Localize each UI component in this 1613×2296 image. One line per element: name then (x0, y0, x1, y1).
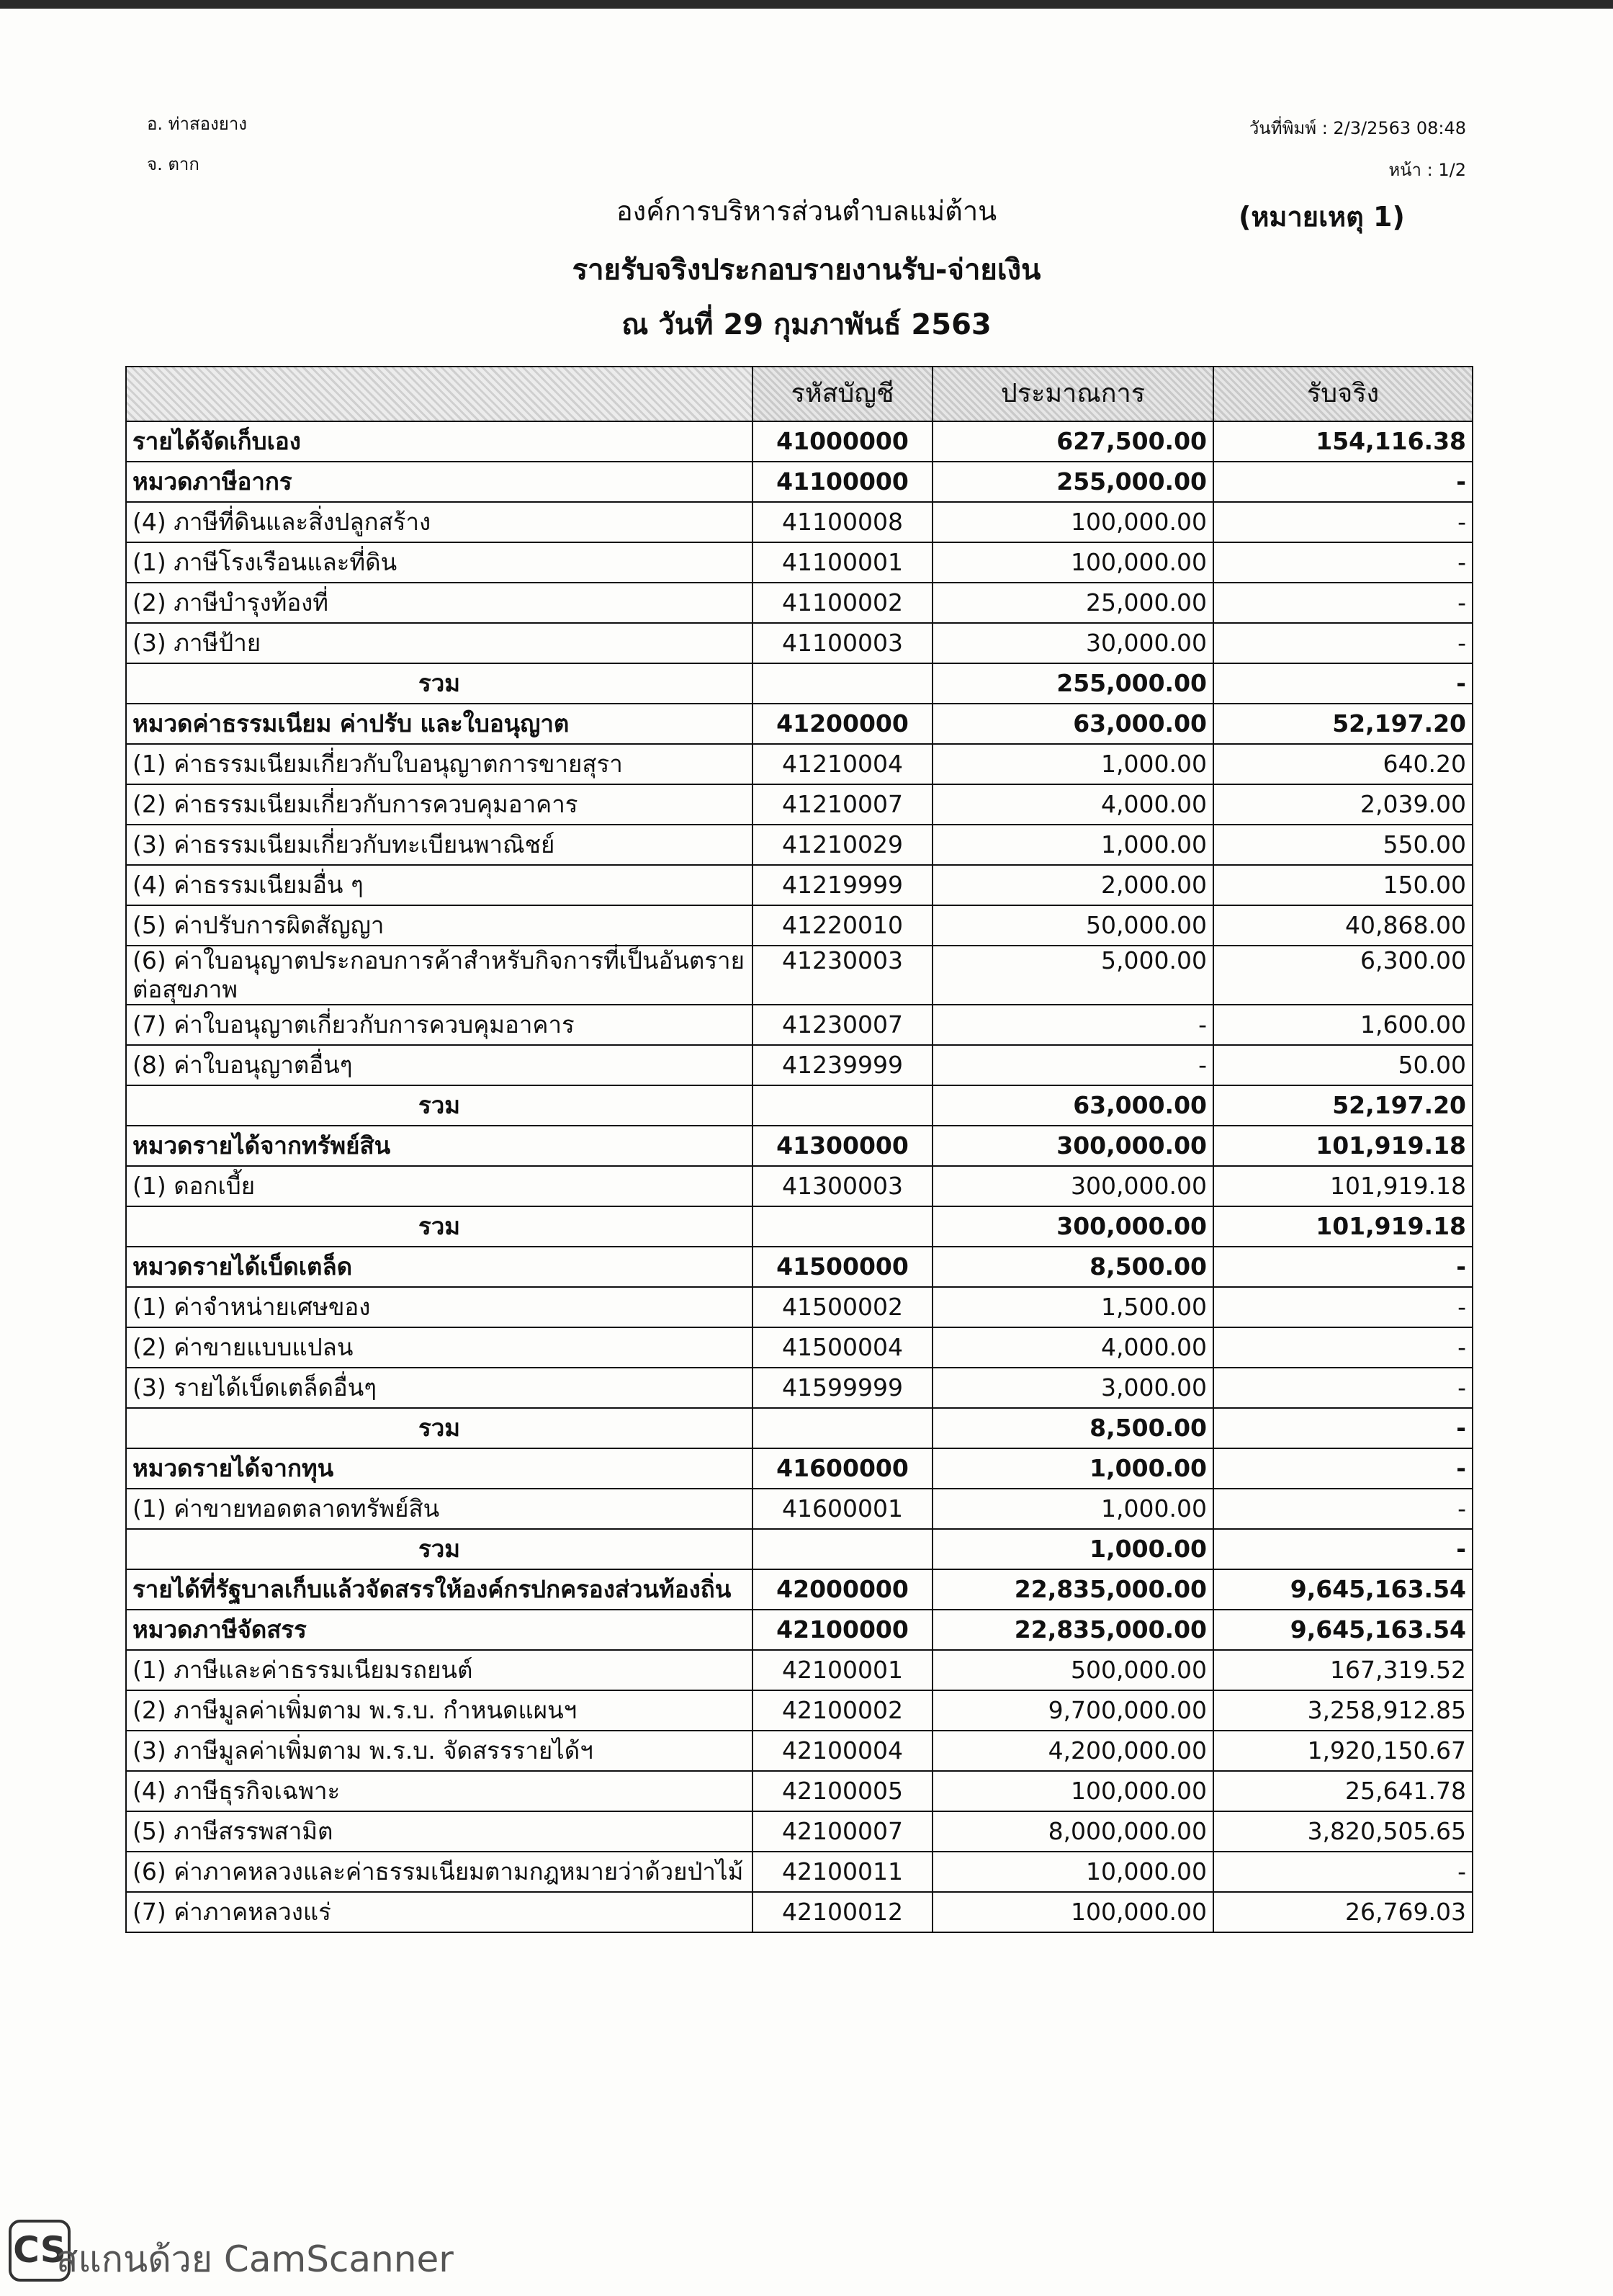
estimate-amount: 63,000.00 (933, 1085, 1213, 1126)
account-code: 41300003 (752, 1166, 933, 1206)
header-account-code: รหัสบัญชี (752, 367, 933, 421)
actual-amount: - (1213, 1529, 1473, 1569)
row-label: หมวดภาษีอากร (126, 462, 752, 502)
account-code: 41600001 (752, 1489, 933, 1529)
account-code: 42100007 (752, 1811, 933, 1852)
estimate-amount: 1,000.00 (933, 1448, 1213, 1489)
row-label: รายได้จัดเก็บเอง (126, 421, 752, 462)
table-row (126, 1690, 1473, 1731)
account-code: 42100001 (752, 1650, 933, 1690)
row-label: (3) ภาษีมูลค่าเพิ่มตาม พ.ร.บ. จัดสรรรายได้ฯ (126, 1731, 752, 1771)
table-row (126, 825, 1473, 865)
account-code: 41000000 (752, 421, 933, 462)
table-row (126, 1892, 1473, 1932)
estimate-amount: 8,500.00 (933, 1247, 1213, 1287)
actual-amount: - (1213, 1287, 1473, 1327)
estimate-amount: - (933, 1045, 1213, 1085)
row-label: รวม (126, 1206, 752, 1247)
table-row (126, 1731, 1473, 1771)
row-label: หมวดรายได้เบ็ดเตล็ด (126, 1247, 752, 1287)
actual-amount: 101,919.18 (1213, 1126, 1473, 1166)
estimate-amount: 255,000.00 (933, 663, 1213, 704)
account-code: 41100000 (752, 462, 933, 502)
actual-amount: 50.00 (1213, 1045, 1473, 1085)
account-code: 41230007 (752, 1005, 933, 1045)
actual-amount: 1,920,150.67 (1213, 1731, 1473, 1771)
account-code (752, 1085, 933, 1126)
row-label: (3) ภาษีป้าย (126, 623, 752, 663)
estimate-amount: 1,500.00 (933, 1287, 1213, 1327)
print-date: วันที่พิมพ์ : 2/3/2563 08:48 (1249, 118, 1466, 138)
row-label: หมวดรายได้จากทุน (126, 1448, 752, 1489)
province-label: จ. ตาก (147, 154, 199, 174)
estimate-amount: 1,000.00 (933, 744, 1213, 784)
estimate-amount: 2,000.00 (933, 865, 1213, 905)
row-label: รวม (126, 1408, 752, 1448)
table-row (126, 1327, 1473, 1368)
account-code: 41500002 (752, 1287, 933, 1327)
actual-amount: - (1213, 1852, 1473, 1892)
actual-amount: - (1213, 623, 1473, 663)
row-label: (1) ค่าขายทอดตลาดทรัพย์สิน (126, 1489, 752, 1529)
account-code: 41100003 (752, 623, 933, 663)
actual-amount: - (1213, 462, 1473, 502)
table-row (126, 1287, 1473, 1327)
estimate-amount: 1,000.00 (933, 1489, 1213, 1529)
actual-amount: - (1213, 663, 1473, 704)
account-code: 41500000 (752, 1247, 933, 1287)
row-label: รายได้ที่รัฐบาลเก็บแล้วจัดสรรให้องค์กรปกครองส่วนท้องถิ่น (126, 1569, 752, 1610)
table-row (126, 583, 1473, 623)
estimate-amount: 8,500.00 (933, 1408, 1213, 1448)
category-row (126, 1126, 1473, 1166)
row-label: รวม (126, 1085, 752, 1126)
category-row (126, 704, 1473, 744)
estimate-amount: 100,000.00 (933, 502, 1213, 542)
actual-amount: 9,645,163.54 (1213, 1569, 1473, 1610)
account-code: 41219999 (752, 865, 933, 905)
account-code: 41300000 (752, 1126, 933, 1166)
row-label: (2) ภาษีบำรุงท้องที่ (126, 583, 752, 623)
table-row (126, 1045, 1473, 1085)
account-code: 42100005 (752, 1771, 933, 1811)
actual-amount: 6,300.00 (1213, 946, 1473, 1005)
account-code: 42100012 (752, 1892, 933, 1932)
estimate-amount: 10,000.00 (933, 1852, 1213, 1892)
report-date: ณ วันที่ 29 กุมภาพันธ์ 2563 (621, 308, 992, 341)
estimate-amount: 300,000.00 (933, 1126, 1213, 1166)
subtotal-row (126, 1408, 1473, 1448)
category-row (126, 1247, 1473, 1287)
actual-amount: - (1213, 583, 1473, 623)
actual-amount: 101,919.18 (1213, 1206, 1473, 1247)
row-label: (1) ค่าจำหน่ายเศษของ (126, 1287, 752, 1327)
actual-amount: - (1213, 1489, 1473, 1529)
actual-amount: 550.00 (1213, 825, 1473, 865)
account-code: 41210007 (752, 784, 933, 825)
actual-amount: 52,197.20 (1213, 704, 1473, 744)
actual-amount: - (1213, 1368, 1473, 1408)
account-code: 41230003 (752, 946, 933, 1005)
table-row (126, 1771, 1473, 1811)
table-row (126, 1166, 1473, 1206)
table-row (126, 542, 1473, 583)
actual-amount: - (1213, 502, 1473, 542)
actual-amount: 3,258,912.85 (1213, 1690, 1473, 1731)
account-code: 42100002 (752, 1690, 933, 1731)
table-row (126, 623, 1473, 663)
category-row (126, 1610, 1473, 1650)
row-label: (6) ค่าใบอนุญาตประกอบการค้าสำหรับกิจการที่เป็นอันตรายต่อสุขภาพ (126, 946, 752, 1005)
row-label: (3) รายได้เบ็ดเตล็ดอื่นๆ (126, 1368, 752, 1408)
table-row (126, 865, 1473, 905)
row-label: (4) ภาษีที่ดินและสิ่งปลูกสร้าง (126, 502, 752, 542)
estimate-amount: 300,000.00 (933, 1166, 1213, 1206)
actual-amount: - (1213, 1247, 1473, 1287)
estimate-amount: 4,000.00 (933, 1327, 1213, 1368)
actual-amount: - (1213, 542, 1473, 583)
estimate-amount: 63,000.00 (933, 704, 1213, 744)
subtotal-row (126, 1206, 1473, 1247)
revenue-table (125, 366, 1473, 1933)
actual-amount: 150.00 (1213, 865, 1473, 905)
account-code: 41600000 (752, 1448, 933, 1489)
row-label: หมวดภาษีจัดสรร (126, 1610, 752, 1650)
row-label: (1) ดอกเบี้ย (126, 1166, 752, 1206)
account-code: 41220010 (752, 905, 933, 946)
district-label: อ. ท่าสองยาง (147, 114, 248, 134)
table-row (126, 1852, 1473, 1892)
table-row (126, 502, 1473, 542)
category-row (126, 1448, 1473, 1489)
account-code: 41200000 (752, 704, 933, 744)
table-row (126, 744, 1473, 784)
note-label: (หมายเหตุ 1) (1239, 201, 1405, 233)
actual-amount: 9,645,163.54 (1213, 1610, 1473, 1650)
actual-amount: 154,116.38 (1213, 421, 1473, 462)
actual-amount: - (1213, 1408, 1473, 1448)
row-label: (5) ภาษีสรรพสามิต (126, 1811, 752, 1852)
estimate-amount: 100,000.00 (933, 542, 1213, 583)
estimate-amount: 9,700,000.00 (933, 1690, 1213, 1731)
report-title: รายรับจริงประกอบรายงานรับ-จ่ายเงิน (572, 254, 1041, 287)
row-label: (4) ค่าธรรมเนียมอื่น ๆ (126, 865, 752, 905)
camscanner-logo: CS (9, 2220, 71, 2282)
account-code: 41599999 (752, 1368, 933, 1408)
category-row (126, 1569, 1473, 1610)
estimate-amount: 4,000.00 (933, 784, 1213, 825)
row-label: (1) ภาษีโรงเรือนและที่ดิน (126, 542, 752, 583)
account-code: 42000000 (752, 1569, 933, 1610)
account-code: 41100008 (752, 502, 933, 542)
page-number: หน้า : 1/2 (1388, 160, 1466, 180)
table-row (126, 946, 1473, 1005)
account-code (752, 1529, 933, 1569)
category-row (126, 421, 1473, 462)
estimate-amount: 50,000.00 (933, 905, 1213, 946)
subtotal-row (126, 1529, 1473, 1569)
row-label: หมวดค่าธรรมเนียม ค่าปรับ และใบอนุญาต (126, 704, 752, 744)
table-row (126, 1811, 1473, 1852)
table-row (126, 905, 1473, 946)
estimate-amount: 627,500.00 (933, 421, 1213, 462)
row-label: (2) ค่าธรรมเนียมเกี่ยวกับการควบคุมอาคาร (126, 784, 752, 825)
subtotal-row (126, 663, 1473, 704)
table-row (126, 1650, 1473, 1690)
actual-amount: 3,820,505.65 (1213, 1811, 1473, 1852)
header-actual: รับจริง (1213, 367, 1473, 421)
row-label: (1) ภาษีและค่าธรรมเนียมรถยนต์ (126, 1650, 752, 1690)
row-label: (1) ค่าธรรมเนียมเกี่ยวกับใบอนุญาตการขายสุรา (126, 744, 752, 784)
actual-amount: 101,919.18 (1213, 1166, 1473, 1206)
category-row (126, 462, 1473, 502)
account-code: 41239999 (752, 1045, 933, 1085)
account-code: 42100000 (752, 1610, 933, 1650)
account-code: 41100002 (752, 583, 933, 623)
estimate-amount: 100,000.00 (933, 1892, 1213, 1932)
scan-top-edge (0, 0, 1613, 9)
row-label: (7) ค่าใบอนุญาตเกี่ยวกับการควบคุมอาคาร (126, 1005, 752, 1045)
header-label (126, 367, 752, 421)
estimate-amount: 5,000.00 (933, 946, 1213, 1005)
account-code: 42100011 (752, 1852, 933, 1892)
actual-amount: 2,039.00 (1213, 784, 1473, 825)
actual-amount: 1,600.00 (1213, 1005, 1473, 1045)
estimate-amount: 25,000.00 (933, 583, 1213, 623)
row-label: (4) ภาษีธุรกิจเฉพาะ (126, 1771, 752, 1811)
actual-amount: - (1213, 1327, 1473, 1368)
actual-amount: 167,319.52 (1213, 1650, 1473, 1690)
account-code: 42100004 (752, 1731, 933, 1771)
table-row (126, 1368, 1473, 1408)
account-code (752, 1408, 933, 1448)
estimate-amount: 8,000,000.00 (933, 1811, 1213, 1852)
estimate-amount: 3,000.00 (933, 1368, 1213, 1408)
row-label: (6) ค่าภาคหลวงและค่าธรรมเนียมตามกฎหมายว่าด้วยป่าไม้ (126, 1852, 752, 1892)
actual-amount: 52,197.20 (1213, 1085, 1473, 1126)
table-row (126, 1489, 1473, 1529)
row-label: หมวดรายได้จากทรัพย์สิน (126, 1126, 752, 1166)
estimate-amount: 30,000.00 (933, 623, 1213, 663)
estimate-amount: 500,000.00 (933, 1650, 1213, 1690)
organization-name: องค์การบริหารส่วนตำบลแม่ต้าน (616, 195, 997, 227)
account-code (752, 1206, 933, 1247)
row-label: (2) ภาษีมูลค่าเพิ่มตาม พ.ร.บ. กำหนดแผนฯ (126, 1690, 752, 1731)
row-label: (7) ค่าภาคหลวงแร่ (126, 1892, 752, 1932)
row-label: (3) ค่าธรรมเนียมเกี่ยวกับทะเบียนพาณิชย์ (126, 825, 752, 865)
camscanner-watermark: สแกนด้วย CamScanner (56, 2238, 454, 2280)
estimate-amount: 255,000.00 (933, 462, 1213, 502)
estimate-amount: - (933, 1005, 1213, 1045)
account-code: 41100001 (752, 542, 933, 583)
estimate-amount: 300,000.00 (933, 1206, 1213, 1247)
row-label: (2) ค่าขายแบบแปลน (126, 1327, 752, 1368)
header-estimate: ประมาณการ (933, 367, 1213, 421)
subtotal-row (126, 1085, 1473, 1126)
estimate-amount: 1,000.00 (933, 825, 1213, 865)
account-code (752, 663, 933, 704)
actual-amount: 40,868.00 (1213, 905, 1473, 946)
actual-amount: 640.20 (1213, 744, 1473, 784)
estimate-amount: 1,000.00 (933, 1529, 1213, 1569)
account-code: 41500004 (752, 1327, 933, 1368)
row-label: รวม (126, 663, 752, 704)
account-code: 41210004 (752, 744, 933, 784)
actual-amount: 26,769.03 (1213, 1892, 1473, 1932)
row-label: รวม (126, 1529, 752, 1569)
estimate-amount: 4,200,000.00 (933, 1731, 1213, 1771)
table-row (126, 1005, 1473, 1045)
actual-amount: - (1213, 1448, 1473, 1489)
estimate-amount: 22,835,000.00 (933, 1610, 1213, 1650)
row-label: (8) ค่าใบอนุญาตอื่นๆ (126, 1045, 752, 1085)
account-code: 41210029 (752, 825, 933, 865)
row-label: (5) ค่าปรับการผิดสัญญา (126, 905, 752, 946)
actual-amount: 25,641.78 (1213, 1771, 1473, 1811)
table-row (126, 784, 1473, 825)
table-header-row (126, 367, 1473, 421)
estimate-amount: 22,835,000.00 (933, 1569, 1213, 1610)
estimate-amount: 100,000.00 (933, 1771, 1213, 1811)
